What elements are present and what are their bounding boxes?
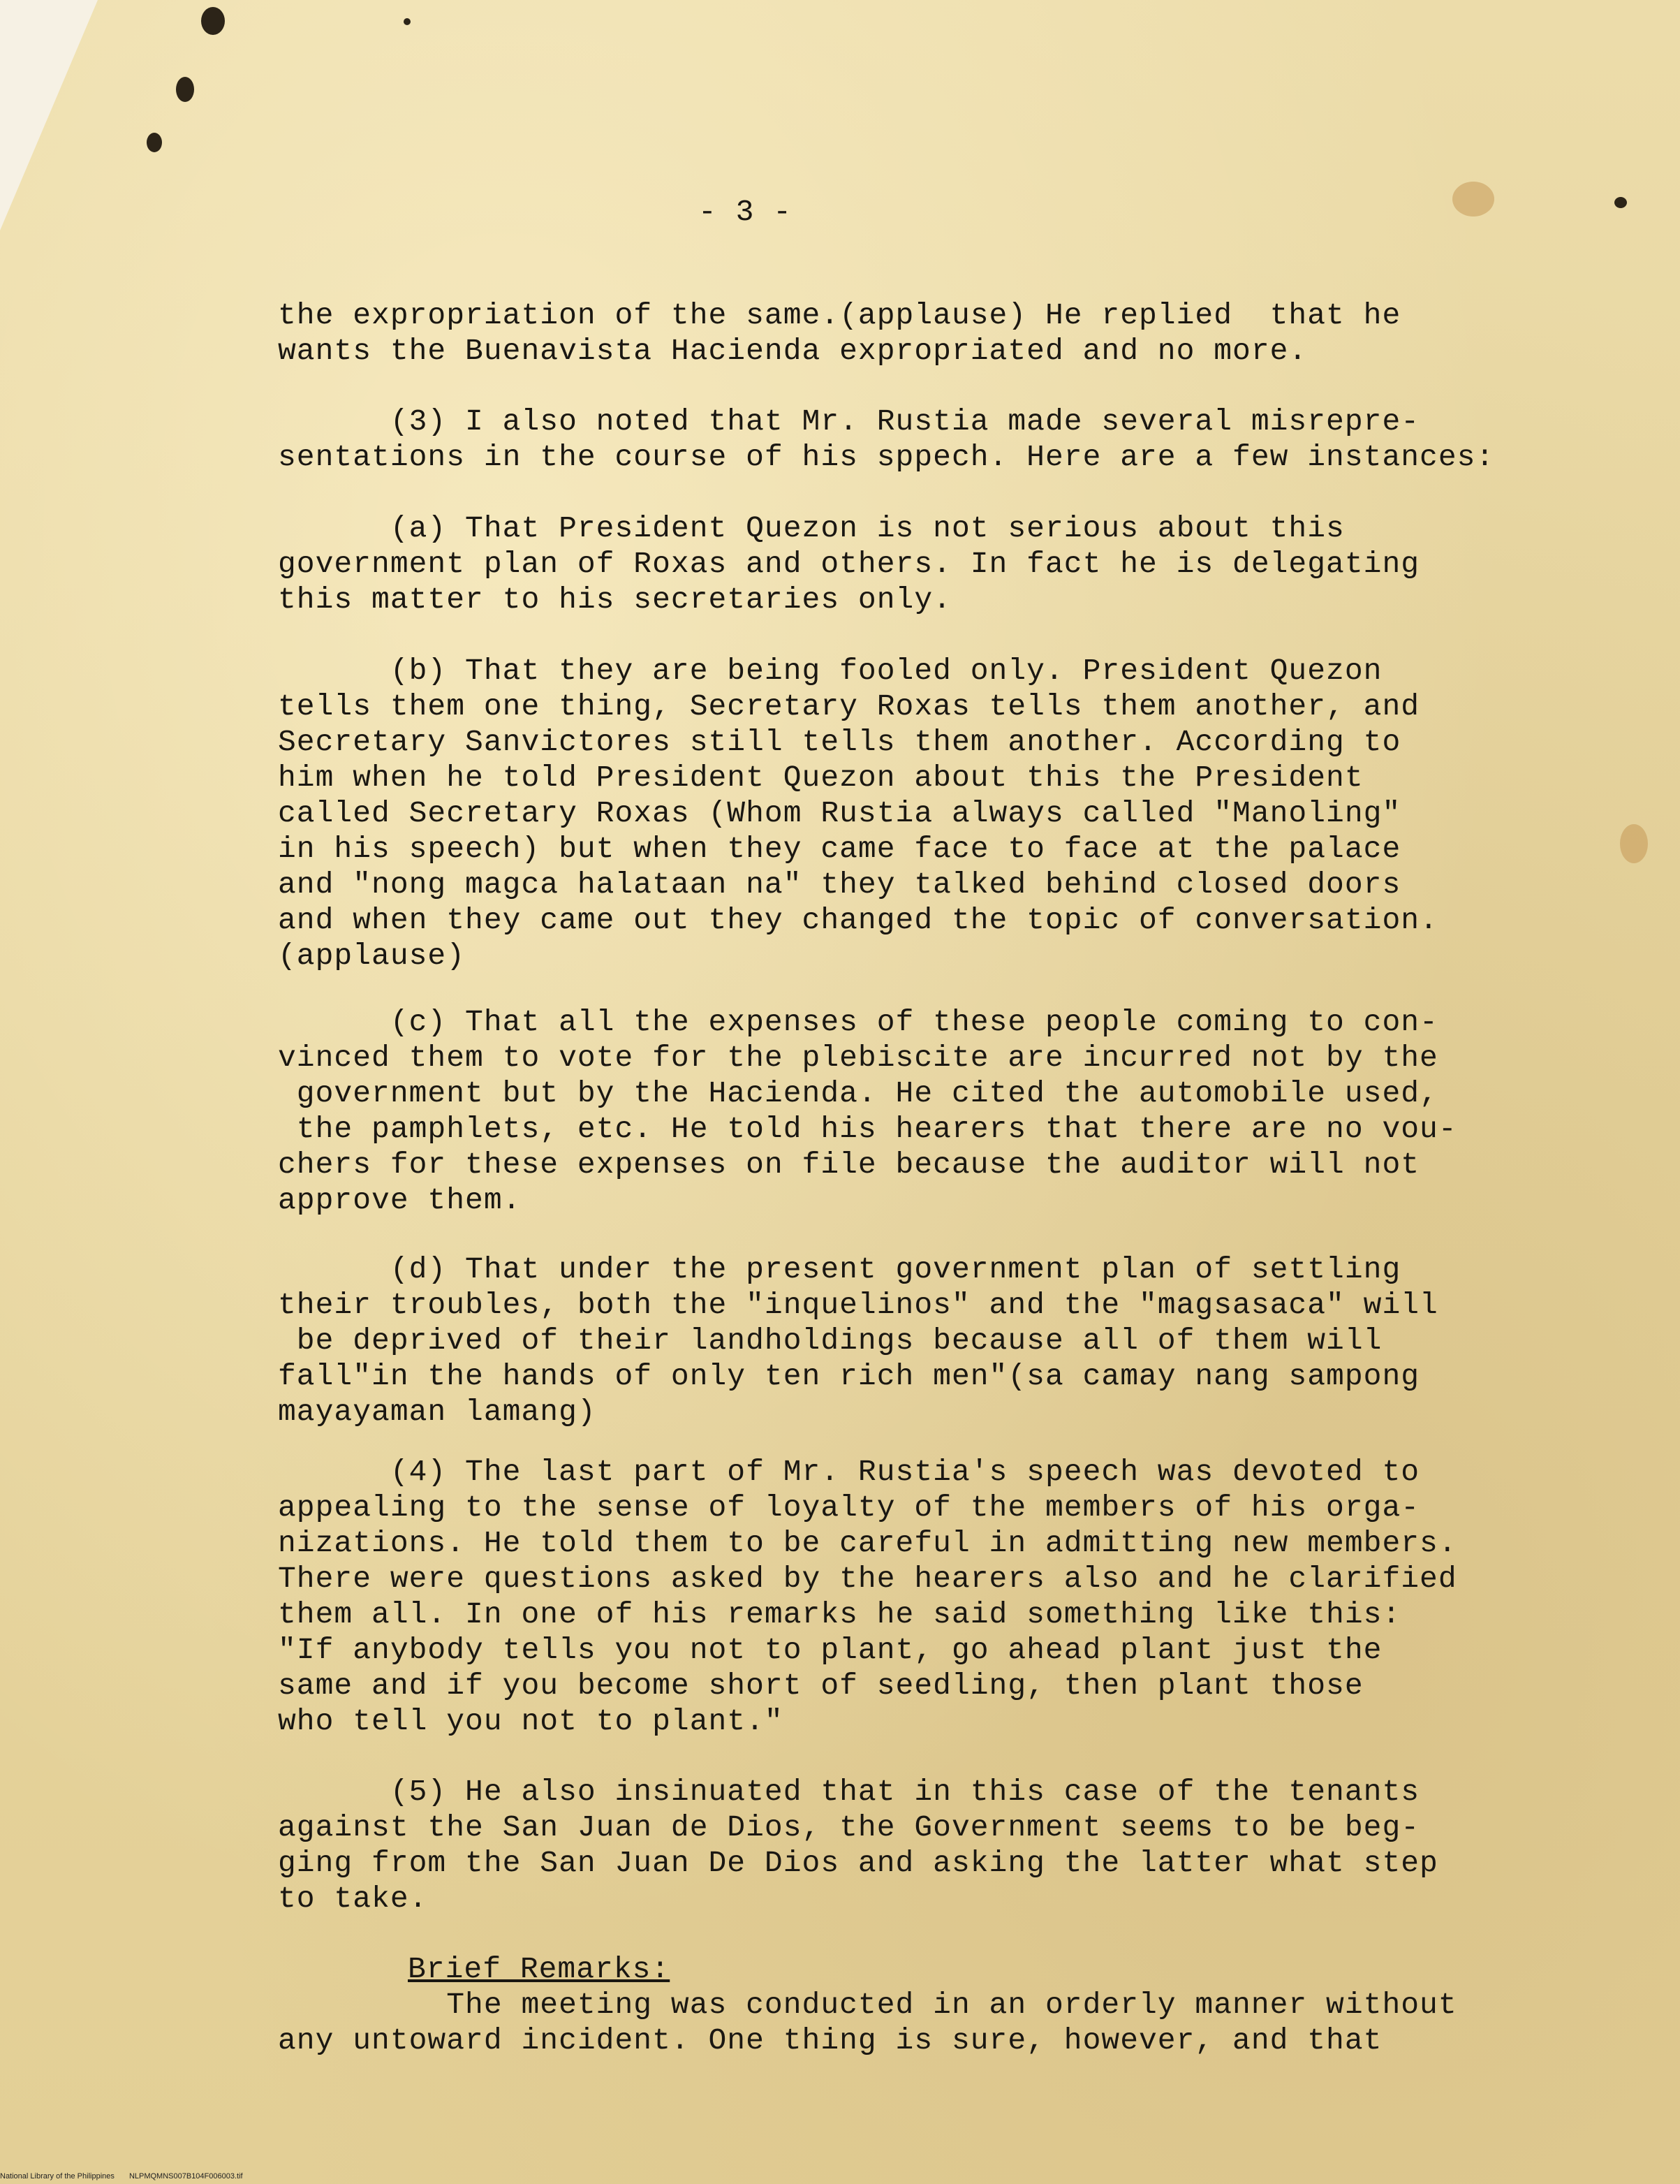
burn-mark (147, 133, 162, 152)
paragraph-item-5: (5) He also insinuated that in this case of the tenants against the San Juan de Dios, the Government seems to be beg- ging from the San Juan De Dios and asking the latter what step to take. (278, 1775, 1438, 1916)
burn-mark (201, 7, 225, 35)
paragraph-item-b: (b) That they are being fooled only. President Quezon tells them one thing, Secretary Roxas tells them another, and Secretary Sanvictores still tells them another. According to him when he told President Quezon about this the President called Secretary Roxas (Whom Rustia always called "Manoling" in his speech) but when they came face to face at the palace and "nong magca halataan na" they talked behind closed doors and when they came out they changed the topic of conversation. (applause) (278, 654, 1438, 973)
section-heading-brief-remarks: Brief Remarks: (408, 1952, 670, 1986)
paragraph-intro: the expropriation of the same.(applause) He replied that he wants the Buenavista Hacienda expropriated and no more. (278, 298, 1401, 368)
page-number: - 3 - (698, 195, 793, 229)
paragraph-item-a: (a) That President Quezon is not serious about this government plan of Roxas and others. In fact he is delegating this matter to his secretaries only. (278, 511, 1420, 617)
water-stain (1452, 182, 1494, 217)
scan-footer (0, 2172, 243, 2181)
burn-mark (1614, 197, 1627, 208)
paragraph-item-d: (d) That under the present government plan of settling their troubles, both the "inquelinos" and the "magsasaca" will be deprived of their landholdings because all of them will fall"in the hands of only ten rich men"(sa camay nang sampong mayayaman lamang) (278, 1252, 1438, 1429)
burn-mark (404, 18, 411, 25)
footer-file-id: NLPMQMNS007B104F006003.tif (128, 2172, 243, 2181)
paragraph-item-4: (4) The last part of Mr. Rustia's speech was devoted to appealing to the sense of loyalty of the members of his orga- nizations. He told them to be careful in admitting new members. There were questions asked by the hearers also and he clarified them all. In one of his remarks he said something like this: "If anybody tells you not to plant, go ahead plant just the same and if you become short of seedling, then plant those who tell you not to plant." (278, 1455, 1457, 1738)
paragraph-brief-remarks: The meeting was conducted in an orderly manner without any untoward incident. One thing is sure, however, and that (278, 1988, 1457, 2058)
water-stain (1620, 824, 1648, 863)
burn-mark (176, 77, 194, 102)
paragraph-item-3: (3) I also noted that Mr. Rustia made several misrepre- sentations in the course of his sppech. Here are a few instances: (278, 404, 1495, 474)
paragraph-item-c: (c) That all the expenses of these people coming to con- vinced them to vote for the plebiscite are incurred not by the government but by the Hacienda. He cited the automobile used, the pamphlets, etc. He told his hearers that there are no vou- chers for these expenses on file because the auditor will not approve them. (278, 1005, 1457, 1217)
footer-institution: National Library of the Philippines (0, 2172, 115, 2181)
torn-corner (0, 0, 98, 230)
